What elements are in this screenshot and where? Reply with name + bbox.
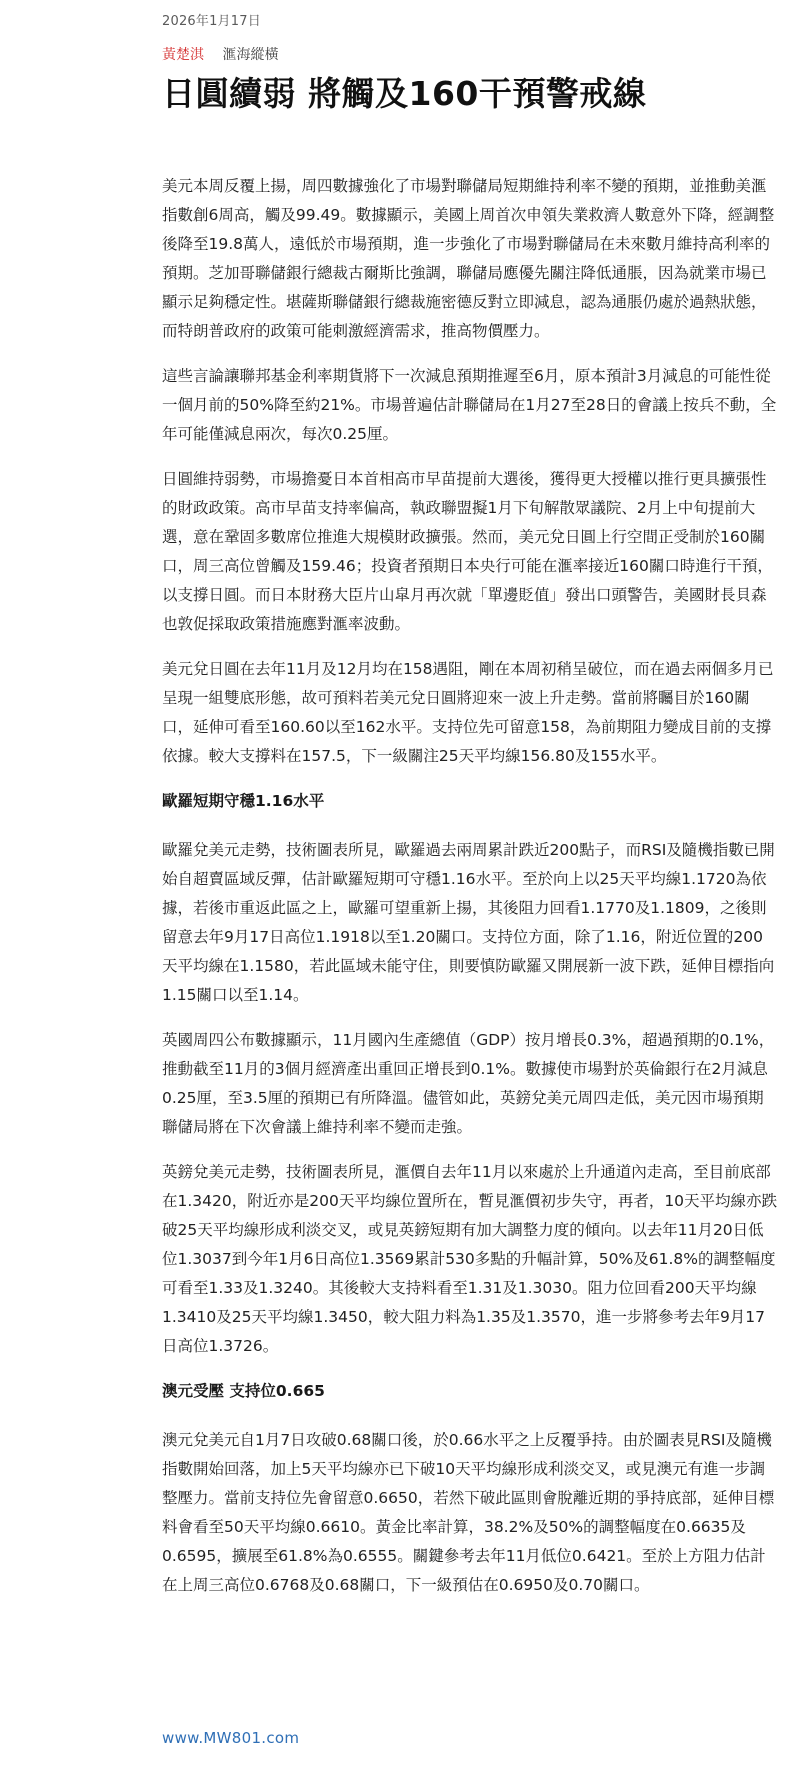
- paragraph-2: 這些言論讓聯邦基金利率期貨將下一次減息預期推遲至6月，原本預計3月減息的可能性從一個月前的50%降至約21%。市場普遍估計聯儲局在1月27至28日的會議上按兵不動，全年可能僅減息兩次，每次0.25厘。: [162, 367, 777, 443]
- paragraph-4: 美元兌日圓在去年11月及12月均在158遇阻，剛在本周初稍呈破位，而在過去兩個多月已呈現一組雙底形態，故可預料若美元兌日圓將迎來一波上升走勢。當前將矚目於160關口，延伸可看至160.60以至162水平。支持位先可留意158，為前期阻力變成目前的支撐依據。較大支撐料在157.5，下一級關注25天平均線156.80及155水平。: [162, 660, 774, 765]
- paragraph-1: 美元本周反覆上揚，周四數據強化了市場對聯儲局短期維持利率不變的預期，並推動美滙指數創6周高，觸及99.49。數據顯示，美國上周首次申領失業救濟人數意外下降，經調整後降至19.8萬人，遠低於市場預期，進一步強化了市場對聯儲局在未來數月維持高利率的預期。芝加哥聯儲銀行總裁古爾斯比強調，聯儲局應優先關注降低通脹，因為就業市場已顯示足夠穩定性。堪薩斯聯儲銀行總裁施密德反對立即減息，認為通脹仍處於過熱狀態，而特朗普政府的政策可能刺激經濟需求，推高物價壓力。: [162, 177, 775, 340]
- site-link[interactable]: www.MW801.com: [162, 1729, 300, 1747]
- paragraph-6: 英國周四公布數據顯示，11月國內生產總值（GDP）按月增長0.3%，超過預期的0.1%，推動截至11月的3個月經濟產出重回正增長到0.1%。數據使市場對於英倫銀行在2月減息0.25厘，至3.5厘的預期已有所降溫。儘管如此，英鎊兌美元周四走低，美元因市場預期聯儲局將在下次會議上維持利率不變而走強。: [162, 1031, 775, 1136]
- paragraph-5: 歐羅兌美元走勢，技術圖表所見，歐羅過去兩周累計跌近200點子，而RSI及隨機指數已開始自超賣區域反彈，估計歐羅短期可守穩1.16水平。至於向上以25天平均線1.1720為依據，若後市重返此區之上，歐羅可望重新上揚，其後阻力回看1.1770及1.1809，之後則留意去年9月17日高位1.1918以至1.20關口。支持位方面，除了1.16，附近位置的200天平均線在1.1580，若此區域未能守住，則要慎防歐羅又開展新一波下跌，延伸目標指向1.15關口以至1.14。: [162, 841, 775, 1004]
- paragraph-7: 英鎊兌美元走勢，技術圖表所見，滙價自去年11月以來處於上升通道內走高，至目前底部在1.3420，附近亦是200天平均線位置所在，暫見滙價初步失守，再者，10天平均線亦跌破25天平均線形成利淡交叉，或見英鎊短期有加大調整力度的傾向。以去年11月20日低位1.3037到今年1月6日高位1.3569累計530多點的升幅計算，50%及61.8%的調整幅度可看至1.33及1.3240。其後較大支持料看至1.31及1.3030。阻力位回看200天平均線1.3410及25天平均線1.3450，較大阻力料為1.35及1.3570，進一步將參考去年9月17日高位1.3726。: [162, 1163, 778, 1355]
- article-title: 日圓續弱 將觸及160干預警戒線: [162, 74, 647, 113]
- column-name[interactable]: 滙海縱橫: [222, 47, 279, 63]
- section-heading-euro: 歐羅短期守穩1.16水平: [162, 792, 325, 810]
- article-body: [162, 172, 778, 1616]
- section-heading-aud: 澳元受壓 支持位0.665: [162, 1382, 325, 1400]
- publish-date: 2026年1月17日: [162, 14, 261, 29]
- byline: [162, 46, 278, 64]
- paragraph-8: 澳元兌美元自1月7日攻破0.68關口後，於0.66水平之上反覆爭持。由於圖表見RSI及隨機指數開始回落，加上5天平均線亦已下破10天平均線形成利淡交叉，或見澳元有進一步調整壓力。當前支持位先會留意0.6650，若然下破此區則會脫離近期的爭持底部，延伸目標料會看至50天平均線0.6610。黃金比率計算，38.2%及50%的調整幅度在0.6635及0.6595，擴展至61.8%為0.6555。關鍵參考去年11月低位0.6421。至於上方阻力估計在上周三高位0.6768及0.68關口，下一級預估在0.6950及0.70關口。: [162, 1431, 775, 1594]
- paragraph-3: 日圓維持弱勢，市場擔憂日本首相高市早苗提前大選後，獲得更大授權以推行更具擴張性的財政政策。高市早苗支持率偏高，執政聯盟擬1月下旬解散眾議院、2月上中旬提前大選，意在鞏固多數席位推進大規模財政擴張。然而，美元兌日圓上行空間正受制於160關口，周三高位曾觸及159.46；投資者預期日本央行可能在滙率接近160關口時進行干預，以支撐日圓。而日本財務大臣片山皐月再次就「單邊貶值」發出口頭警告，美國財長貝森也敦促採取政策措施應對滙率波動。: [162, 470, 773, 633]
- author-name[interactable]: 黃楚淇: [162, 47, 204, 63]
